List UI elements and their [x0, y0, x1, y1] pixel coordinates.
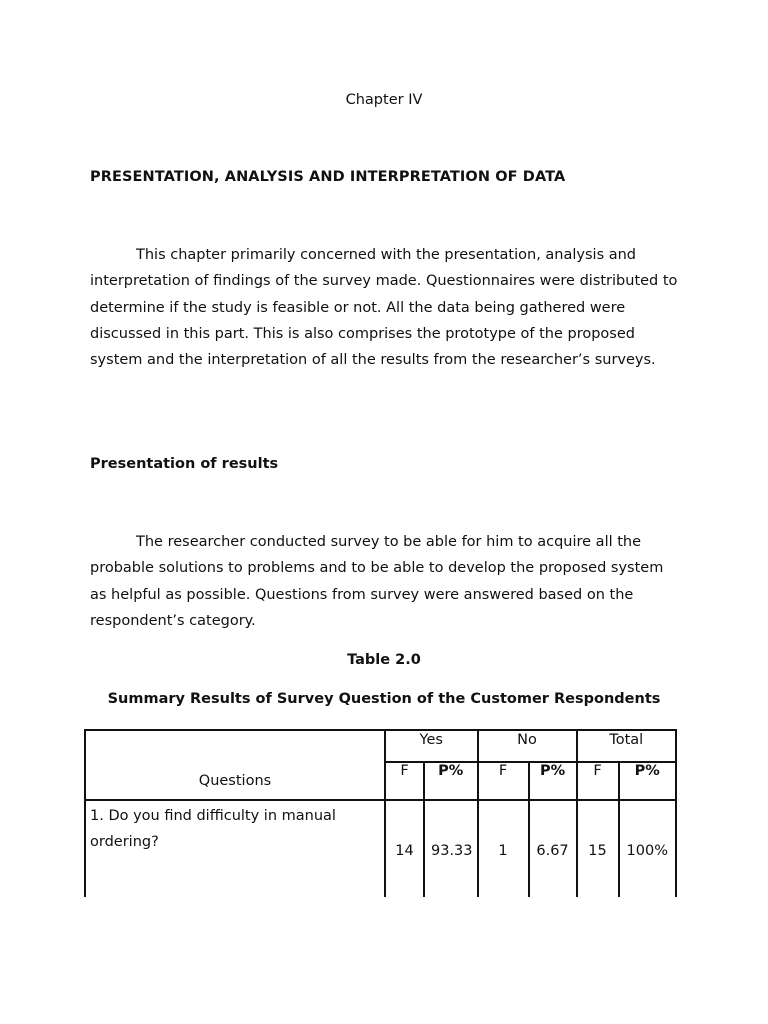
- survey-results-table: [84, 729, 677, 901]
- total-f-cell: 15: [577, 800, 619, 900]
- table-title: Summary Results of Survey Question of the Customer Respondents: [107, 691, 661, 707]
- total-f-header: F: [577, 762, 619, 800]
- intro-paragraph: [90, 242, 680, 373]
- questions-header: Questions: [85, 730, 385, 800]
- no-f-header: F: [478, 762, 529, 800]
- yes-p-cell: 93.33: [424, 800, 478, 900]
- no-p-cell: 6.67: [529, 800, 577, 900]
- yes-f-cell: 14: [385, 800, 424, 900]
- question-cell: 1. Do you find difficulty in manual ordering?: [85, 800, 385, 900]
- intro-paragraph-text: This chapter primarily concerned with the presentation, analysis and interpretation of findings of the survey made. Questionnaires were distributed to determine if the study is feasible or not. All the data being gathered were discussed in this part. This is also comprises the prototype of the proposed system and the interpretation of all the results from the researcher’s surveys.: [90, 247, 678, 369]
- chapter-title: Chapter IV: [345, 92, 423, 108]
- yes-f-header: F: [385, 762, 424, 800]
- yes-p-header: P%: [424, 762, 478, 800]
- total-group-header: Total: [577, 730, 676, 762]
- no-group-header: No: [478, 730, 577, 762]
- results-paragraph: [90, 529, 680, 634]
- no-f-cell: 1: [478, 800, 529, 900]
- table-caption: Table 2.0: [347, 652, 421, 668]
- no-p-header: P%: [529, 762, 577, 800]
- total-p-cell: 100%: [619, 800, 676, 900]
- page-cut-mask: [80, 897, 680, 1024]
- total-p-header: P%: [619, 762, 676, 800]
- results-paragraph-text: The researcher conducted survey to be able for him to acquire all the probable solutions to problems and to be able to develop the proposed system as helpful as possible. Questions from survey were answered based on the respondent’s category.: [90, 534, 664, 629]
- subheading: Presentation of results: [90, 456, 279, 472]
- section-heading: PRESENTATION, ANALYSIS AND INTERPRETATION OF DATA: [90, 169, 566, 185]
- yes-group-header: Yes: [385, 730, 478, 762]
- table-row: [85, 800, 676, 900]
